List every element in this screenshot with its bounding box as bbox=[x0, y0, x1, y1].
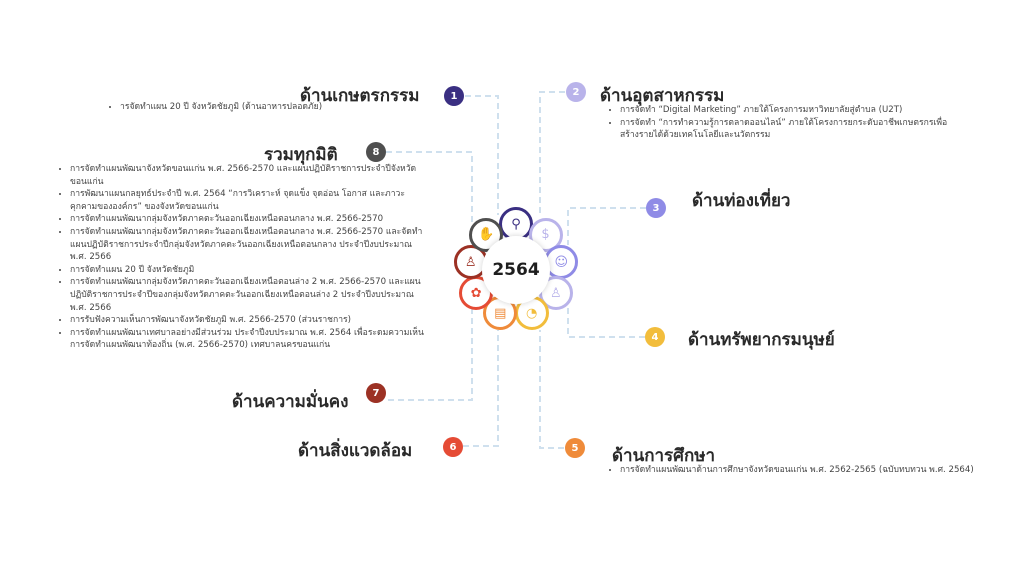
bullet-item: • การจัดทำแผนพัฒนาเทศบาลอย่างมีส่วนร่วม ประจำปีงบประมาณ พ.ศ. 2564 เพื่อระดมความเห็นการจัดทำแผนพัฒนาท้องถิ่น (พ.ศ. 2566-2570) เทศบาลนครขอนแก่น bbox=[70, 327, 430, 352]
center-year: 2564 bbox=[482, 236, 550, 304]
document-search-icon: ▤ bbox=[483, 296, 517, 330]
bullet-item: • การจัดทำแผนพัฒนาด้านการศึกษาจังหวัดขอนแก่น พ.ศ. 2562-2565 (ฉบับทบทวน พ.ศ. 2564) bbox=[620, 464, 1010, 477]
badge-3: 3 bbox=[646, 198, 666, 218]
badge-8: 8 bbox=[366, 142, 386, 162]
section-title-tourism: ด้านท่องเที่ยว bbox=[692, 191, 791, 211]
section-title-agriculture: ด้านเกษตรกรรม bbox=[300, 86, 420, 106]
section-title-environment: ด้านสิ่งแวดล้อม bbox=[298, 441, 413, 461]
bullet-item: • การจัดทำแผนพัฒนากลุ่มจังหวัดภาคตะวันออกเฉียงเหนือตอนกลาง พ.ศ. 2566-2570 bbox=[70, 213, 430, 226]
badge-4: 4 bbox=[645, 327, 665, 347]
section-title-security: ด้านความมั่นคง bbox=[232, 392, 349, 412]
bullet-item: • การจัดทำ “Digital Marketing” ภายใต้โครงการมหาวิทยาลัยสู่ตำบล (U2T) bbox=[620, 104, 950, 117]
gear-icon: ✿ bbox=[459, 276, 493, 310]
bullet-item: • การจัดทำแผน 20 ปี จังหวัดชัยภูมิ bbox=[70, 264, 430, 277]
bullet-item: • การรับฟังความเห็นการพัฒนาจังหวัดชัยภูมิ พ.ศ. 2566-2570 (ส่วนราชการ) bbox=[70, 314, 430, 327]
user-icon: ♙ bbox=[539, 276, 573, 310]
bullet-item: • การพัฒนาแผนกลยุทธ์ประจำปี พ.ศ. 2564 “การวิเคราะห์ จุดแข็ง จุดอ่อน โอกาส และภาวะคุกคามขององค์กร” ของจังหวัดขอนแก่น bbox=[70, 188, 430, 213]
bullet-item: • การจัดทำแผนพัฒนากลุ่มจังหวัดภาคตะวันออกเฉียงเหนือตอนล่าง 2 พ.ศ. 2566-2570 และแผนปฏิบัติราชการประจำปีของกลุ่มจังหวัดภาคตะวันออกเฉียงเหนือตอนล่าง 2 ประจำปีงบประมาณ พ.ศ. 2566 bbox=[70, 276, 430, 314]
people-search-icon: ☺ bbox=[544, 245, 578, 279]
bullet-item: • การจัดทำ “การทำความรู้การตลาดออนไลน์” ภายใต้โครงการยกระดับอาชีพเกษตรกรเพื่อสร้างรายได้ด้วยเทคโนโลยีและนวัตกรรม bbox=[620, 117, 950, 142]
section-title-human-resources: ด้านทรัพยากรมนุษย์ bbox=[688, 330, 835, 350]
pie-chart-icon: ◔ bbox=[515, 296, 549, 330]
magnifier-icon: ⚲ bbox=[499, 207, 533, 241]
badge-6: 6 bbox=[443, 437, 463, 457]
badge-2: 2 bbox=[566, 82, 586, 102]
bullet-list-all-dimensions bbox=[58, 163, 430, 352]
coin-icon: $ bbox=[529, 218, 563, 252]
bullet-item: • การจัดทำแผนพัฒนากลุ่มจังหวัดภาคตะวันออกเฉียงเหนือตอนกลาง พ.ศ. 2566-2570 และจัดทำแผนปฏิบัติราชการประจำปีกลุ่มจังหวัดภาคตะวันออกเฉียงเหนือตอนกลาง ประจำปีงบประมาณ พ.ศ. 2566 bbox=[70, 226, 430, 264]
bullet-list-industry bbox=[608, 104, 950, 142]
bullet-list-education bbox=[608, 464, 1010, 477]
section-title-education: ด้านการศึกษา bbox=[612, 446, 716, 466]
badge-1: 1 bbox=[444, 86, 464, 106]
handshake-icon: ✋ bbox=[469, 218, 503, 252]
bullet-item: • การจัดทำแผนพัฒนาจังหวัดขอนแก่น พ.ศ. 2566-2570 และแผนปฏิบัติราชการประจำปีจังหวัดขอนแก่น bbox=[70, 163, 430, 188]
section-title-industry: ด้านอุตสาหกรรม bbox=[600, 86, 725, 106]
badge-7: 7 bbox=[366, 383, 386, 403]
bullet-item: • ารจัดทำแผน 20 ปี จังหวัดชัยภูมิ (ด้านอาหารปลอดภัย) bbox=[120, 101, 420, 114]
section-title-all-dimensions: รวมทุกมิติ bbox=[264, 145, 338, 165]
bullet-list-agriculture bbox=[108, 101, 420, 114]
badge-5: 5 bbox=[565, 438, 585, 458]
person-box-icon: ♙ bbox=[454, 245, 488, 279]
